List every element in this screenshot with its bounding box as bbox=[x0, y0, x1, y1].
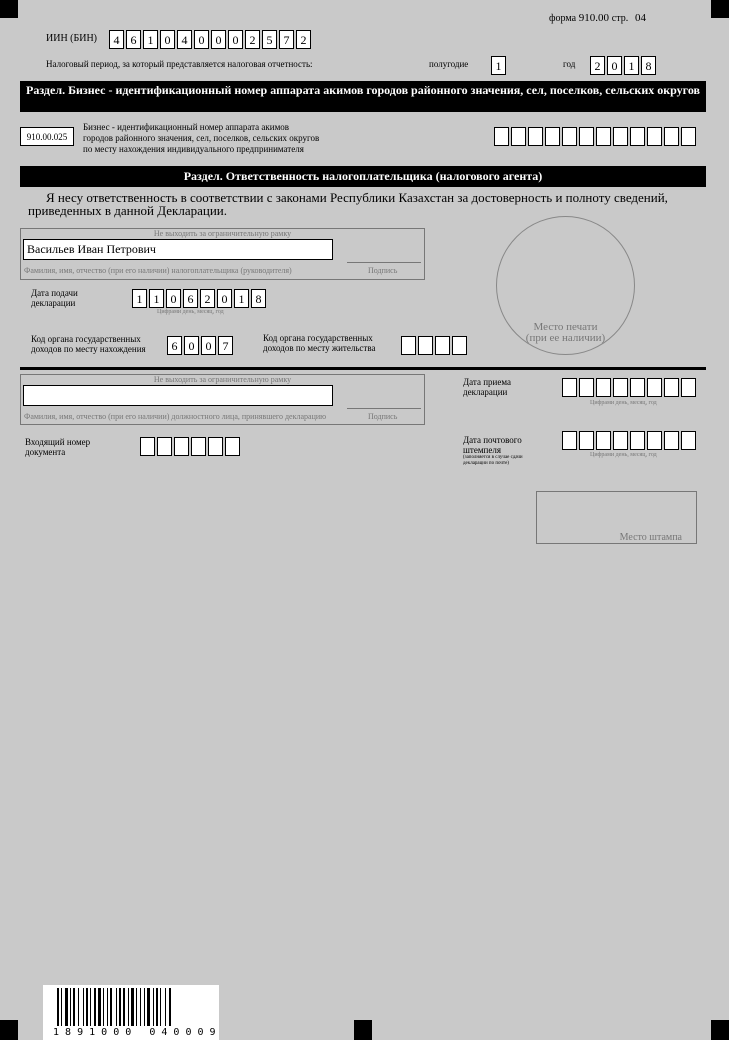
org-residence-label-1: Код органа государственных bbox=[263, 333, 373, 343]
accept-date-cells-cell[interactable] bbox=[562, 378, 577, 397]
barcode-number: 1 8 9 1 0 0 0 0 4 0 0 0 9 bbox=[53, 1027, 216, 1038]
bin-cells-cell[interactable] bbox=[630, 127, 645, 146]
submit-date-cells-cell[interactable]: 1 bbox=[132, 289, 147, 308]
org-location-label-1: Код органа государственных bbox=[31, 334, 141, 344]
barcode-bar bbox=[86, 988, 88, 1026]
accept-date-cells-cell[interactable] bbox=[579, 378, 594, 397]
barcode-bar bbox=[131, 988, 134, 1026]
barcode-bar bbox=[83, 988, 84, 1026]
bin-cells[interactable] bbox=[494, 127, 696, 146]
bin-cells-cell[interactable] bbox=[562, 127, 577, 146]
org-location-cells-cell[interactable]: 0 bbox=[201, 336, 216, 355]
postal-stamp-note-1: (заполняется в случае сдачи bbox=[463, 455, 523, 460]
year-cells-cell: 0 bbox=[607, 56, 622, 75]
submit-date-cells-cell[interactable]: 0 bbox=[166, 289, 181, 308]
official-name-caption: Фамилия, имя, отчество (при его наличии) должностного лица, принявшего декларацию bbox=[24, 412, 327, 421]
seal-label-1: Место печати bbox=[533, 321, 598, 333]
submit-date-cells-cell[interactable]: 0 bbox=[217, 289, 232, 308]
incoming-number-cells-cell[interactable] bbox=[140, 437, 155, 456]
org-location-label bbox=[31, 334, 146, 354]
bin-cells-cell[interactable] bbox=[494, 127, 509, 146]
official-signature-line bbox=[347, 408, 421, 409]
barcode-bar bbox=[123, 988, 125, 1026]
taxpayer-name-field[interactable]: Васильев Иван Петрович bbox=[23, 239, 333, 260]
bin-cells-cell[interactable] bbox=[511, 127, 526, 146]
year-cells-cell: 1 bbox=[624, 56, 639, 75]
submit-date-cells[interactable] bbox=[132, 289, 266, 308]
stamp-place-box bbox=[536, 491, 697, 544]
bin-cells-cell[interactable] bbox=[681, 127, 696, 146]
barcode bbox=[43, 985, 219, 1040]
postal-stamp-label bbox=[463, 435, 523, 467]
postal-date-cells-cell[interactable] bbox=[596, 431, 611, 450]
barcode-bar bbox=[90, 988, 91, 1026]
barcode-bar bbox=[160, 988, 161, 1026]
bin-description-line-3: по месту нахождения индивидуального предпринимателя bbox=[83, 144, 304, 154]
submit-date-cells-cell[interactable]: 6 bbox=[183, 289, 198, 308]
submit-date-label bbox=[31, 288, 78, 308]
accept-date-cells-cell[interactable] bbox=[664, 378, 679, 397]
barcode-bar bbox=[73, 988, 75, 1026]
accept-date-cells-cell[interactable] bbox=[613, 378, 628, 397]
seal-place-label bbox=[496, 322, 635, 344]
postal-date-cells-cell[interactable] bbox=[630, 431, 645, 450]
incoming-number-cells-cell[interactable] bbox=[174, 437, 189, 456]
accept-date-cells[interactable] bbox=[562, 378, 696, 397]
official-name-field[interactable] bbox=[23, 385, 333, 406]
year-cells-cell: 2 bbox=[590, 56, 605, 75]
page-label: стр. bbox=[611, 13, 629, 24]
postal-stamp-label-2: штемпеля bbox=[463, 445, 501, 455]
org-location-cells-cell[interactable]: 6 bbox=[167, 336, 182, 355]
postal-date-cells-cell[interactable] bbox=[562, 431, 577, 450]
iin-cells-cell: 7 bbox=[279, 30, 294, 49]
barcode-bar bbox=[147, 988, 150, 1026]
postal-stamp-note-2: декларации по почте) bbox=[463, 461, 509, 466]
incoming-number-cells-cell[interactable] bbox=[208, 437, 223, 456]
barcode-bar bbox=[57, 988, 59, 1026]
form-number: 910.00 bbox=[578, 12, 610, 24]
year-cells bbox=[590, 56, 656, 75]
barcode-bar bbox=[144, 988, 145, 1026]
accept-date-label bbox=[463, 377, 511, 397]
org-residence-cells-cell[interactable] bbox=[418, 336, 433, 355]
barcode-bar bbox=[128, 988, 129, 1026]
barcode-bar bbox=[94, 988, 96, 1026]
accept-date-cells-cell[interactable] bbox=[647, 378, 662, 397]
postal-stamp-label-1: Дата почтового bbox=[463, 435, 522, 445]
corner-marker-bottom-right bbox=[711, 1020, 729, 1040]
taxpayer-signature-line bbox=[347, 262, 421, 263]
page-number: 04 bbox=[634, 12, 646, 24]
org-residence-label-2: доходов по месту жительства bbox=[263, 343, 376, 353]
iin-cells bbox=[109, 30, 311, 49]
half-year-cell bbox=[491, 56, 506, 75]
seal-label-2: (при ее наличии) bbox=[525, 332, 606, 344]
barcode-bar bbox=[61, 988, 62, 1026]
incoming-number-label-1: Входящий номер bbox=[25, 437, 91, 447]
org-location-cells-cell[interactable]: 7 bbox=[218, 336, 233, 355]
bin-description bbox=[83, 122, 319, 155]
form-label: форма bbox=[549, 13, 577, 24]
half-year-cell-cell: 1 bbox=[491, 56, 506, 75]
year-label: год bbox=[563, 59, 576, 69]
submit-date-label-1: Дата подачи bbox=[31, 288, 78, 298]
barcode-bar bbox=[136, 988, 137, 1026]
barcode-bar bbox=[156, 988, 158, 1026]
postal-date-cells[interactable] bbox=[562, 431, 696, 450]
postal-date-cells-cell[interactable] bbox=[613, 431, 628, 450]
incoming-number-label-2: документа bbox=[25, 447, 66, 457]
accept-date-cells-cell[interactable] bbox=[681, 378, 696, 397]
period-label: Налоговый период, за который представляется налоговая отчетность: bbox=[46, 59, 313, 69]
iin-cells-cell: 0 bbox=[211, 30, 226, 49]
bin-description-line-2: городов районного значения, сел, поселков, сельских округов bbox=[83, 133, 320, 143]
bin-code-box: 910.00.025 bbox=[20, 127, 74, 146]
iin-cells-cell: 2 bbox=[245, 30, 260, 49]
taxpayer-border-hint: Не выходить за ограничительную рамку bbox=[153, 229, 292, 238]
iin-cells-cell: 6 bbox=[126, 30, 141, 49]
section-responsibility-header: Раздел. Ответственность налогоплательщика (налогового агента) bbox=[20, 166, 706, 187]
barcode-bar bbox=[165, 988, 166, 1026]
accept-date-cells-cell[interactable] bbox=[630, 378, 645, 397]
bin-description-line-1: Бизнес - идентификационный номер аппарата акимов bbox=[83, 122, 290, 132]
iin-label: ИИН (БИН) bbox=[46, 33, 98, 44]
submit-date-hint: Цифрами день, месяц, год bbox=[157, 309, 224, 315]
responsibility-statement bbox=[28, 191, 668, 217]
incoming-number-label bbox=[25, 437, 90, 457]
iin-cells-cell: 0 bbox=[194, 30, 209, 49]
incoming-number-cells-cell[interactable] bbox=[225, 437, 240, 456]
barcode-bar bbox=[70, 988, 71, 1026]
bin-cells-cell[interactable] bbox=[596, 127, 611, 146]
org-location-cells[interactable] bbox=[167, 336, 233, 355]
barcode-bar bbox=[119, 988, 121, 1026]
statement-line-2: приведенных в данной Декларации. bbox=[28, 203, 228, 218]
org-residence-cells-cell[interactable] bbox=[452, 336, 467, 355]
postal-date-cells-cell[interactable] bbox=[647, 431, 662, 450]
submit-date-cells-cell[interactable]: 1 bbox=[234, 289, 249, 308]
barcode-bar bbox=[98, 988, 101, 1026]
official-signature-caption: Подпись bbox=[368, 412, 398, 421]
half-year-label: полугодие bbox=[429, 59, 469, 69]
incoming-number-cells[interactable] bbox=[140, 437, 240, 456]
iin-cells-cell: 1 bbox=[143, 30, 158, 49]
barcode-bar bbox=[169, 988, 171, 1026]
iin-cells-cell: 0 bbox=[228, 30, 243, 49]
accept-date-hint: Цифрами день, месяц, год bbox=[590, 400, 657, 406]
barcode-bar bbox=[153, 988, 154, 1026]
taxpayer-signature-caption: Подпись bbox=[368, 266, 398, 275]
bin-cells-cell[interactable] bbox=[528, 127, 543, 146]
barcode-bar bbox=[78, 988, 79, 1026]
bin-cells-cell[interactable] bbox=[664, 127, 679, 146]
iin-cells-cell: 5 bbox=[262, 30, 277, 49]
iin-cells-cell: 4 bbox=[177, 30, 192, 49]
iin-cells-cell: 0 bbox=[160, 30, 175, 49]
bin-cells-cell[interactable] bbox=[579, 127, 594, 146]
barcode-bar bbox=[103, 988, 104, 1026]
accept-date-cells-cell[interactable] bbox=[596, 378, 611, 397]
barcode-bar bbox=[107, 988, 108, 1026]
postal-date-hint: Цифрами день, месяц, год bbox=[590, 452, 657, 458]
submit-date-cells-cell[interactable]: 1 bbox=[149, 289, 164, 308]
accept-date-label-2: декларации bbox=[463, 387, 508, 397]
postal-date-cells-cell[interactable] bbox=[681, 431, 696, 450]
stamp-place-label: Место штампа bbox=[619, 532, 682, 543]
postal-date-cells-cell[interactable] bbox=[664, 431, 679, 450]
section-bin-header: Раздел. Бизнес - идентификационный номер аппарата акимов городов районного значения, сел, поселков, сельских округов bbox=[20, 81, 706, 112]
org-residence-cells-cell[interactable] bbox=[401, 336, 416, 355]
submit-date-label-2: декларации bbox=[31, 298, 76, 308]
submit-date-cells-cell[interactable]: 2 bbox=[200, 289, 215, 308]
accept-date-label-1: Дата приема bbox=[463, 377, 511, 387]
barcode-bar bbox=[116, 988, 117, 1026]
year-cells-cell: 8 bbox=[641, 56, 656, 75]
barcode-bar bbox=[65, 988, 68, 1026]
org-residence-cells-cell[interactable] bbox=[435, 336, 450, 355]
incoming-number-cells-cell[interactable] bbox=[157, 437, 172, 456]
corner-marker-bottom-left bbox=[0, 1020, 18, 1040]
barcode-bars bbox=[43, 988, 219, 1032]
statement-line-1: Я несу ответственность в соответствии с законами Республики Казахстан за достоверность и полноту сведений, bbox=[46, 190, 668, 205]
bin-cells-cell[interactable] bbox=[545, 127, 560, 146]
iin-cells-cell: 2 bbox=[296, 30, 311, 49]
corner-marker-bottom-center bbox=[354, 1020, 372, 1040]
bin-cells-cell[interactable] bbox=[613, 127, 628, 146]
org-residence-label bbox=[263, 333, 375, 353]
bin-cells-cell[interactable] bbox=[647, 127, 662, 146]
corner-marker-top-left bbox=[0, 0, 18, 18]
form-header bbox=[549, 12, 646, 24]
barcode-bar bbox=[110, 988, 112, 1026]
iin-cells-cell: 4 bbox=[109, 30, 124, 49]
postal-date-cells-cell[interactable] bbox=[579, 431, 594, 450]
barcode-bar bbox=[140, 988, 141, 1026]
section-divider bbox=[20, 367, 706, 370]
org-location-label-2: доходов по месту нахождения bbox=[31, 344, 146, 354]
official-border-hint: Не выходить за ограничительную рамку bbox=[153, 375, 292, 384]
org-location-cells-cell[interactable]: 0 bbox=[184, 336, 199, 355]
submit-date-cells-cell[interactable]: 8 bbox=[251, 289, 266, 308]
org-residence-cells[interactable] bbox=[401, 336, 467, 355]
incoming-number-cells-cell[interactable] bbox=[191, 437, 206, 456]
corner-marker-top-right bbox=[711, 0, 729, 18]
taxpayer-name-caption: Фамилия, имя, отчество (при его наличии) налогоплательщика (руководителя) bbox=[24, 266, 292, 275]
